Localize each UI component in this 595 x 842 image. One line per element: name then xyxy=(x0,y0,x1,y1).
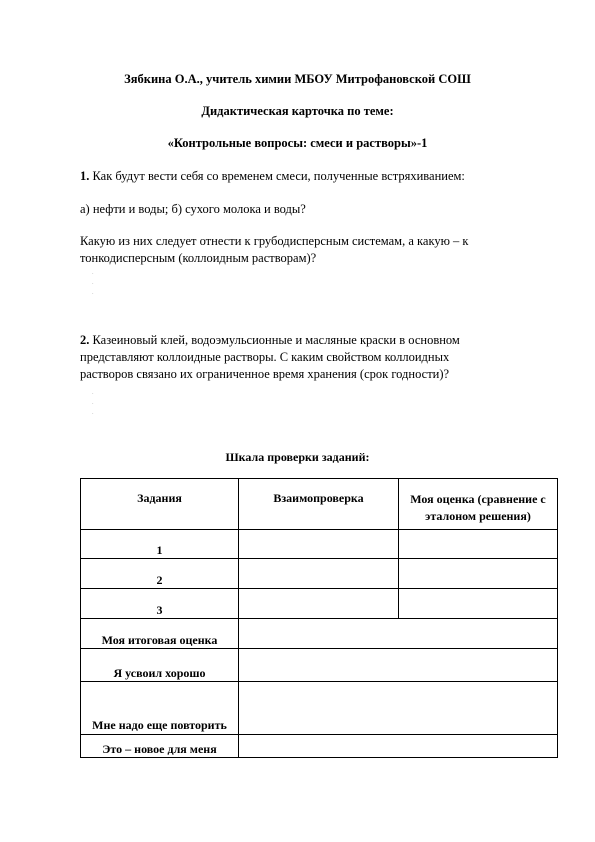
table-row xyxy=(81,682,558,735)
table-row xyxy=(81,619,558,649)
answer-space-1: · · · xyxy=(92,272,94,297)
author-line: Зябкина О.А., учитель химии МБОУ Митрофановской СОШ xyxy=(124,72,471,86)
my-grade-cell[interactable] xyxy=(399,559,558,589)
table-row xyxy=(81,735,558,758)
peer-review-cell[interactable] xyxy=(239,559,399,589)
summary-label: Я усвоил хорошо xyxy=(81,649,239,682)
column-header-peer-review: Взаимопроверка xyxy=(239,479,399,530)
question-2-line-2: представляют коллоидные растворы. С каким свойством коллоидных xyxy=(80,350,450,364)
column-header-tasks: Задания xyxy=(81,479,239,530)
question-1-options: а) нефти и воды; б) сухого молока и воды? xyxy=(80,202,306,216)
table-header-row xyxy=(81,479,558,530)
table-row xyxy=(81,530,558,559)
question-2-text: Казеиновый клей, водоэмульсионные и масляные краски в основном xyxy=(89,333,460,347)
task-number: 3 xyxy=(81,589,239,619)
check-scale-table xyxy=(80,478,558,758)
table-row xyxy=(81,559,558,589)
question-1-number: 1. xyxy=(80,169,90,183)
peer-review-cell[interactable] xyxy=(239,589,399,619)
my-grade-cell[interactable] xyxy=(399,530,558,559)
summary-cell[interactable] xyxy=(239,735,558,758)
summary-label: Моя итоговая оценка xyxy=(81,619,239,649)
my-grade-cell[interactable] xyxy=(399,589,558,619)
question-1-line-1: Какую из них следует отнести к грубодисперсным системам, а какую – к xyxy=(80,234,469,248)
column-header-my-grade: Моя оценка (сравнение с эталоном решения) xyxy=(399,479,558,530)
table-row xyxy=(81,649,558,682)
card-title: Дидактическая карточка по теме: xyxy=(201,104,394,118)
summary-cell[interactable] xyxy=(239,649,558,682)
task-number: 1 xyxy=(81,530,239,559)
summary-cell[interactable] xyxy=(239,682,558,735)
question-1-text: Как будут вести себя со временем смеси, полученные встряхиванием: xyxy=(89,169,465,183)
question-2-line-3: растворов связано их ограниченное время хранения (срок годности)? xyxy=(80,367,450,381)
question-2-line-1 xyxy=(80,333,460,348)
question-1-heading xyxy=(80,169,465,184)
table-row xyxy=(81,589,558,619)
topic-title: «Контрольные вопросы: смеси и растворы»-1 xyxy=(167,136,428,150)
summary-label: Это – новое для меня xyxy=(81,735,239,758)
question-2-number: 2. xyxy=(80,333,90,347)
peer-review-cell[interactable] xyxy=(239,530,399,559)
question-1-line-2: тонкодисперсным (коллоидным растворам)? xyxy=(80,251,317,265)
answer-space-2: · · · xyxy=(92,392,94,417)
summary-cell[interactable] xyxy=(239,619,558,649)
task-number: 2 xyxy=(81,559,239,589)
scale-title: Шкала проверки заданий: xyxy=(225,450,370,464)
summary-label: Мне надо еще повторить xyxy=(81,682,239,735)
